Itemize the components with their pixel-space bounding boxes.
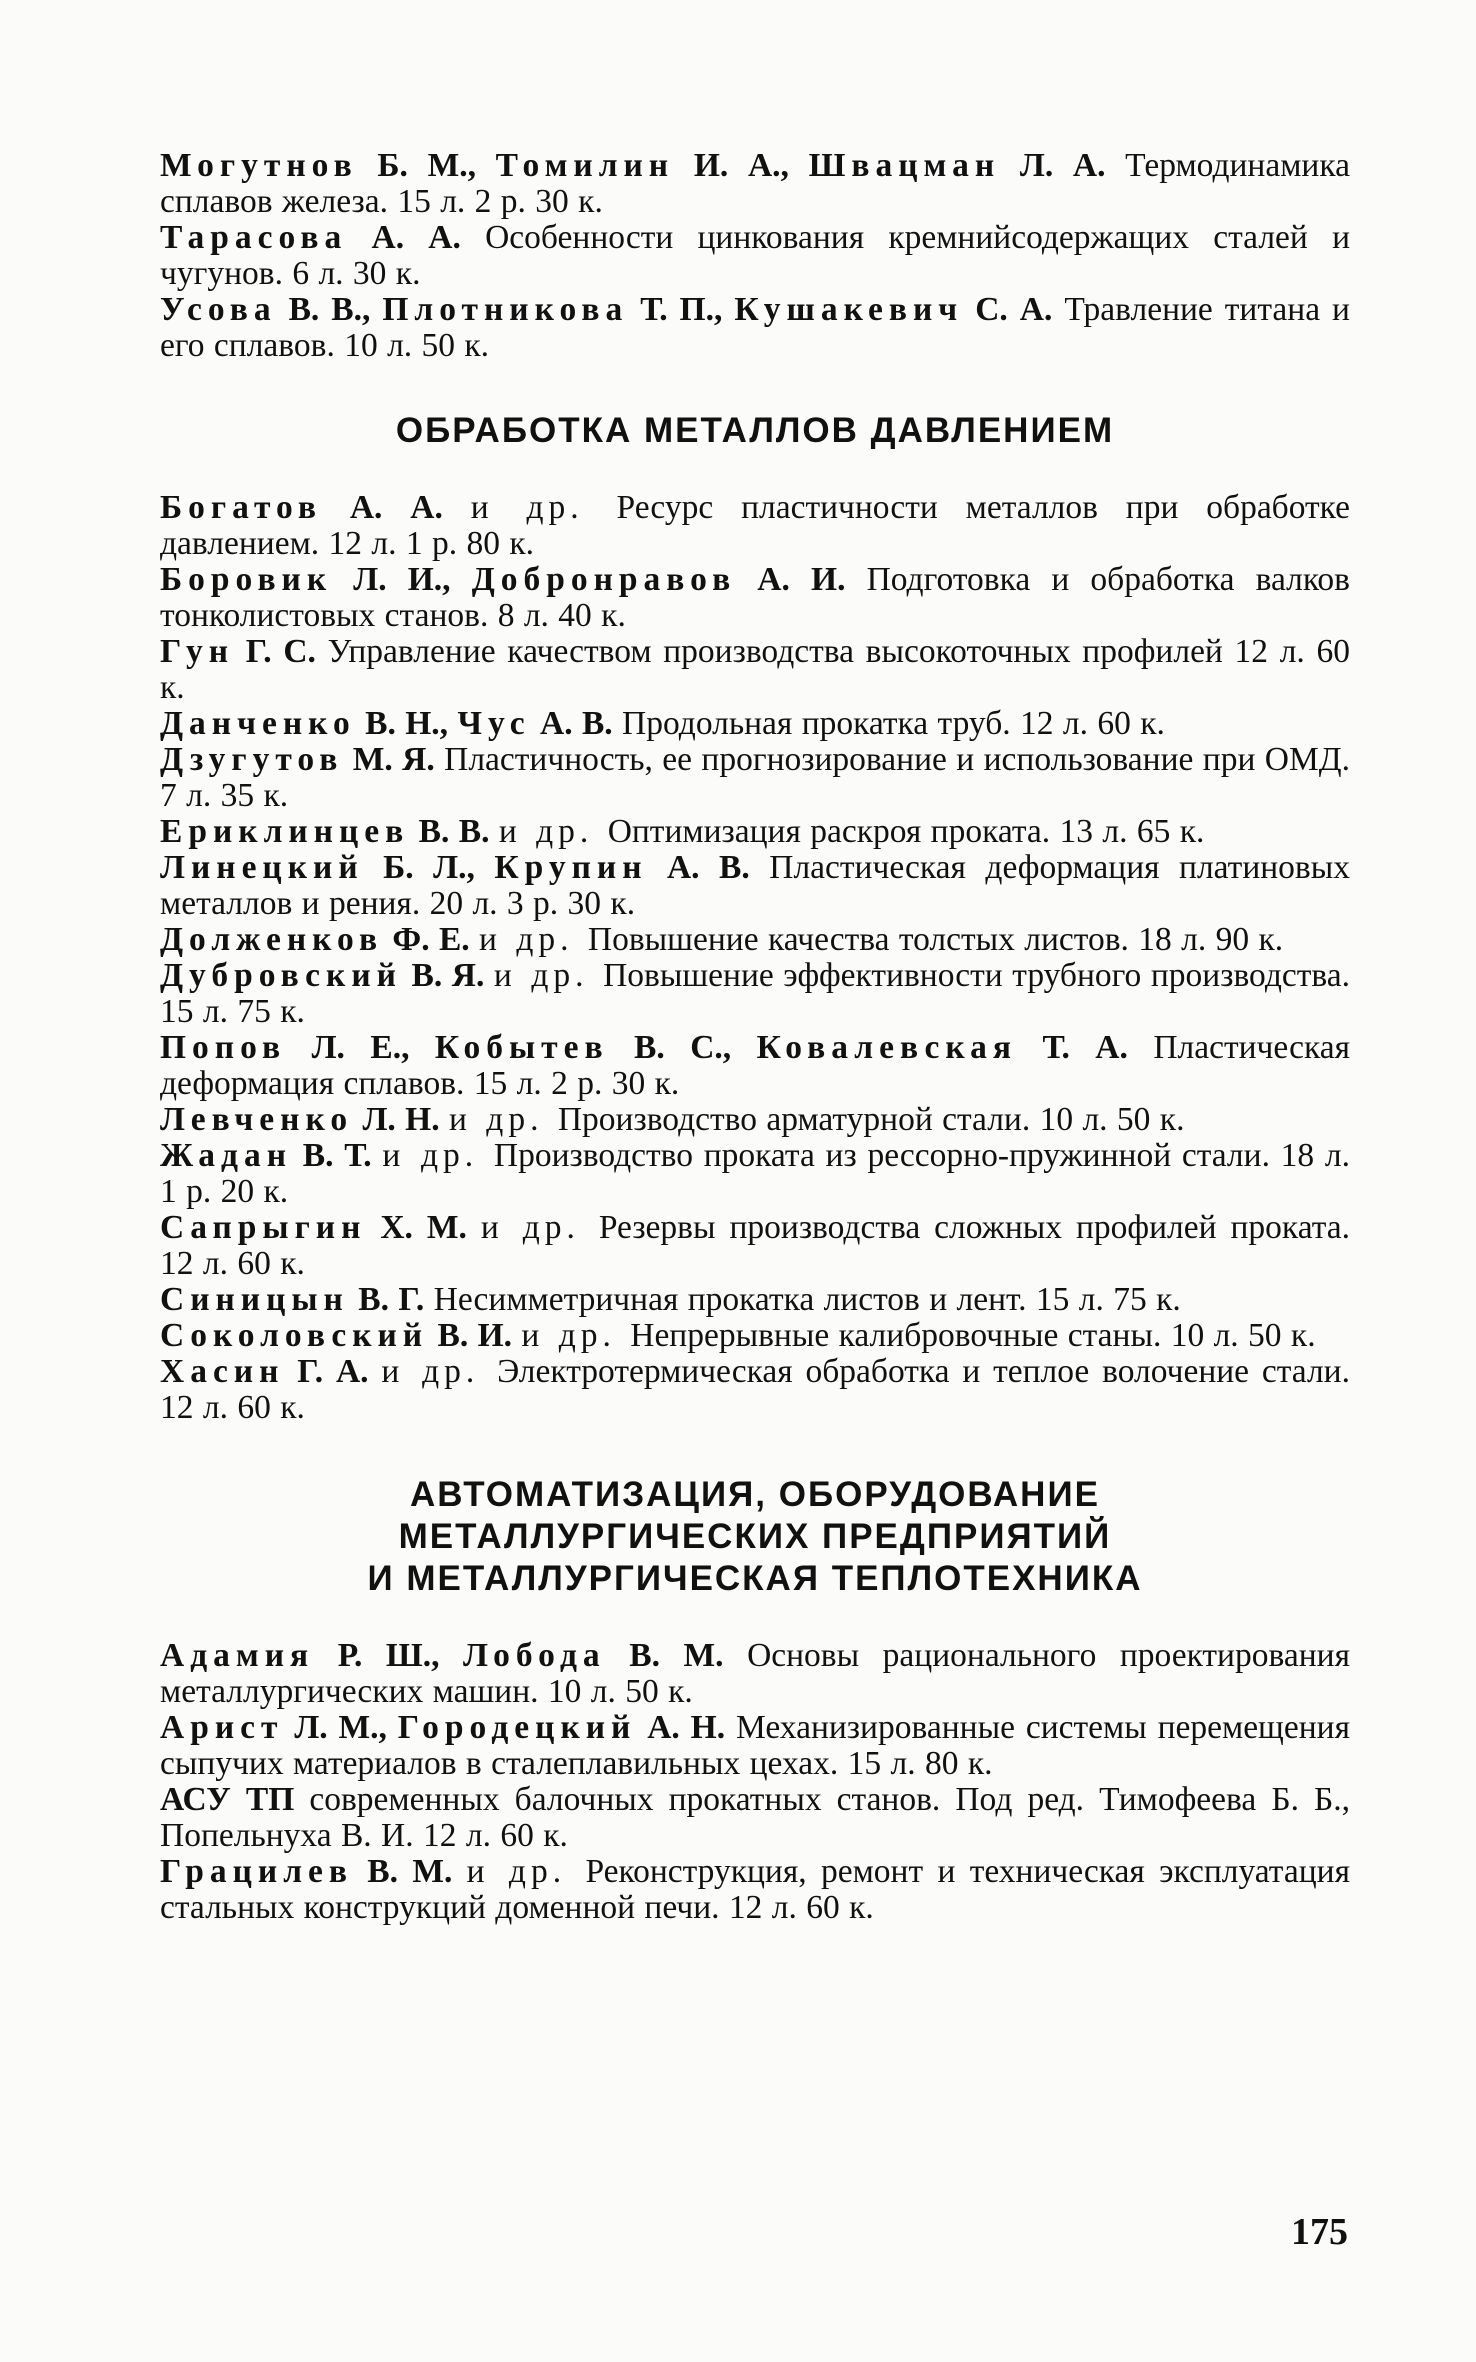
entry-initials: М. Я. — [343, 741, 445, 778]
entry-title: Производство проката из рессорно-пружинной стали. 18 л. 1 р. 20 к. — [160, 1137, 1350, 1210]
entry-initials: А. И. — [736, 561, 867, 598]
entry-author: Адамия — [160, 1637, 315, 1674]
entry-initials: А. А. — [347, 219, 486, 256]
entry-author: Арист — [160, 1709, 284, 1746]
entry-author: Дубровский — [160, 957, 402, 994]
entry-initials: Х. М. — [366, 1209, 481, 1246]
entry-initials: Т. П., — [628, 291, 735, 328]
entry-initials: В. Г. — [348, 1281, 434, 1318]
entry-title: Травление титана и его сплавов. 10 л. 50 к. — [160, 291, 1350, 364]
entry-initials: В. С., — [608, 1029, 757, 1066]
entry-author: Попов — [160, 1029, 287, 1066]
entry-initials: Т. А. — [1017, 1029, 1154, 1066]
page-number: 175 — [1291, 2211, 1348, 2253]
entry-author: Жадан — [160, 1137, 293, 1174]
entry-title: Непрерывные калибровочные станы. 10 л. 50 к. — [630, 1317, 1316, 1354]
entry-author: Левченко — [160, 1101, 354, 1138]
entry-author: Долженков — [160, 921, 384, 958]
entry-title: Повышение качества толстых листов. 18 л. 90 к. — [587, 921, 1284, 958]
entry-author: Хасин — [160, 1353, 285, 1390]
entry-title: современных балочных прокатных станов. Под ред. Тимофеева Б. Б., Попельнуха В. И. 12 л. 60 к. — [160, 1781, 1350, 1854]
entry-author: Дзугутов — [160, 741, 344, 778]
entry-title: Резервы производства сложных профилей проката. 12 л. 60 к. — [160, 1209, 1350, 1282]
entry-title: Основы рационального проектирования металлургических машин. 10 л. 50 к. — [160, 1637, 1350, 1710]
section-heading: АВТОМАТИЗАЦИЯ, ОБОРУДОВАНИЕ — [410, 1475, 1100, 1514]
entry-title: Подготовка и обработка валков тонколистовых станов. 8 л. 40 к. — [160, 561, 1350, 634]
bibliography-entry — [160, 1854, 1350, 1926]
entry-initials: А. Н. — [636, 1709, 736, 1746]
entry-et-al: и др. — [479, 921, 588, 958]
entry-initials: Б. М., — [357, 147, 496, 184]
entry-author: Боровик — [160, 561, 333, 598]
entry-title: Производство арматурной стали. 10 л. 50 к. — [557, 1101, 1185, 1138]
entry-et-al: и др. — [382, 1137, 494, 1174]
bibliography-entry — [160, 1638, 1350, 1710]
entry-initials: Г. С. — [234, 633, 328, 670]
bibliography-entry — [160, 148, 1350, 220]
entry-author: Грацилев — [160, 1853, 353, 1890]
entry-initials: В. М. — [352, 1853, 467, 1890]
entry-title: Оптимизация раскроя проката. 13 л. 65 к. — [607, 813, 1205, 850]
entry-initials: В. В. — [409, 813, 499, 850]
entry-initials: Л. Е., — [286, 1029, 435, 1066]
section-heading: ОБРАБОТКА МЕТАЛЛОВ ДАВЛЕНИЕМ — [395, 411, 1115, 450]
entry-initials: В. Я. — [401, 957, 494, 994]
entry-initials: В. В., — [276, 291, 383, 328]
bibliography-entry — [160, 220, 1350, 292]
bibliography-entry — [160, 706, 1350, 742]
entry-et-al: и др. — [466, 1853, 586, 1890]
entry-title: Управление качеством производства высокоточных профилей 12 л. 60 к. — [160, 633, 1350, 706]
entry-author: Крупин — [494, 849, 648, 886]
entry-author: Ковалевская — [756, 1029, 1018, 1066]
entry-et-al: и др. — [493, 957, 604, 994]
bibliography-entry — [160, 1030, 1350, 1102]
entry-title: Термодинамика сплавов железа. 15 л. 2 р. 30 к. — [160, 147, 1350, 220]
entry-et-al: и др. — [381, 1353, 498, 1390]
entry-title: Пластичность, ее прогнозирование и использование при ОМД. 7 л. 35 к. — [160, 741, 1350, 814]
bibliography-entry — [160, 850, 1350, 922]
entry-et-al: и др. — [480, 1209, 599, 1246]
bibliography-entry — [160, 1354, 1350, 1426]
entry-title: Реконструкция, ремонт и техническая эксплуатация стальных конструкций доменной печи. 12 л. 60 к. — [160, 1853, 1350, 1926]
entry-author: Лобода — [463, 1637, 606, 1674]
bibliography-entry — [160, 1138, 1350, 1210]
entry-title: Электротермическая обработка и теплое волочение стали. 12 л. 60 к. — [160, 1353, 1350, 1426]
bibliography-entry — [160, 1710, 1350, 1782]
entry-author: Линецкий — [160, 849, 364, 886]
entry-author: Синицын — [160, 1281, 349, 1318]
entry-title: Особенности цинкования кремнийсодержащих сталей и чугунов. 6 л. 30 к. — [160, 219, 1351, 292]
entry-author: Сапрыгин — [160, 1209, 367, 1246]
bibliography-entry — [160, 958, 1350, 1030]
entry-initials: В. М. — [605, 1637, 748, 1674]
entry-author: Плотникова — [382, 291, 629, 328]
entry-initials: А. В. — [530, 705, 623, 742]
entry-author: Усова — [160, 291, 277, 328]
entry-et-al: и др. — [498, 813, 608, 850]
entry-initials: Л. А. — [1000, 147, 1126, 184]
entry-author: Данченко — [160, 705, 356, 742]
entry-et-al: и др. — [449, 1101, 558, 1138]
entry-author: Ериклинцев — [160, 813, 410, 850]
entry-initials: В. Н., — [355, 705, 458, 742]
entry-initials: Л. М., — [283, 1709, 398, 1746]
bibliography-entry — [160, 1210, 1350, 1282]
section-heading: И МЕТАЛЛУРГИЧЕСКАЯ ТЕПЛОТЕХНИКА — [367, 1559, 1143, 1598]
entry-author: Кобытев — [434, 1029, 609, 1066]
entry-author: Могутнов — [160, 147, 358, 184]
entry-title: Пластическая деформация платиновых металлов и рения. 20 л. 3 р. 30 к. — [160, 849, 1350, 922]
bibliography-entry — [160, 814, 1350, 850]
entry-initials: Г. А. — [284, 1353, 382, 1390]
entry-title: Продольная прокатка труб. 12 л. 60 к. — [622, 705, 1165, 742]
bibliography-entry — [160, 1102, 1350, 1138]
entry-et-al: и др. — [470, 489, 617, 526]
entry-initials: В. Т. — [292, 1137, 383, 1174]
entry-initials: Л. И., — [332, 561, 472, 598]
entry-initials: С. А. — [963, 291, 1065, 328]
entry-et-al: и др. — [521, 1317, 631, 1354]
entry-initials: Ф. Е. — [383, 921, 480, 958]
entry-author: Гун — [160, 633, 235, 670]
entry-initials: Р. Ш., — [314, 1637, 463, 1674]
entry-author: Тарасова — [160, 219, 348, 256]
entry-author: Томилин — [495, 147, 675, 184]
entry-lead: АСУ ТП — [160, 1781, 310, 1818]
entry-author: Кушакевич — [734, 291, 964, 328]
entry-initials: И. А., — [674, 147, 809, 184]
entry-title: Несимметричная прокатка листов и лент. 15 л. 75 к. — [433, 1281, 1181, 1318]
bibliography-entry — [160, 562, 1350, 634]
entry-initials: Б. Л., — [363, 849, 495, 886]
bibliography-entry — [160, 742, 1350, 814]
bibliography-entry — [160, 634, 1350, 706]
entry-title: Механизированные системы перемещения сыпучих материалов в сталеплавильных цехах. 15 л. 80 к. — [160, 1709, 1350, 1782]
entry-initials: А. А. — [322, 489, 471, 526]
section-heading: МЕТАЛЛУРГИЧЕСКИХ ПРЕДПРИЯТИЙ — [398, 1517, 1112, 1556]
bibliography-column — [160, 148, 1350, 1926]
bibliography-entry — [160, 292, 1350, 364]
entry-author: Соколовский — [160, 1317, 429, 1354]
bibliography-entry — [160, 1318, 1350, 1354]
entry-author: Городецкий — [397, 1709, 637, 1746]
bibliography-entry — [160, 922, 1350, 958]
entry-author: Швацман — [808, 147, 1001, 184]
entry-title: Повышение эффективности трубного производства. 15 л. 75 к. — [160, 957, 1350, 1030]
entry-title: Пластическая деформация сплавов. 15 л. 2 р. 30 к. — [160, 1029, 1350, 1102]
entry-author: Богатов — [160, 489, 323, 526]
entry-initials: А. В. — [647, 849, 770, 886]
entry-author: Чус — [457, 705, 531, 742]
entry-title: Ресурс пластичности металлов при обработке давлением. 12 л. 1 р. 80 к. — [160, 489, 1350, 562]
bibliography-entry — [160, 490, 1350, 562]
entry-initials: Л. Н. — [353, 1101, 449, 1138]
entry-author: Добронравов — [471, 561, 737, 598]
bibliography-entry — [160, 1782, 1350, 1854]
bibliography-entry — [160, 1282, 1350, 1318]
entry-initials: В. И. — [428, 1317, 522, 1354]
